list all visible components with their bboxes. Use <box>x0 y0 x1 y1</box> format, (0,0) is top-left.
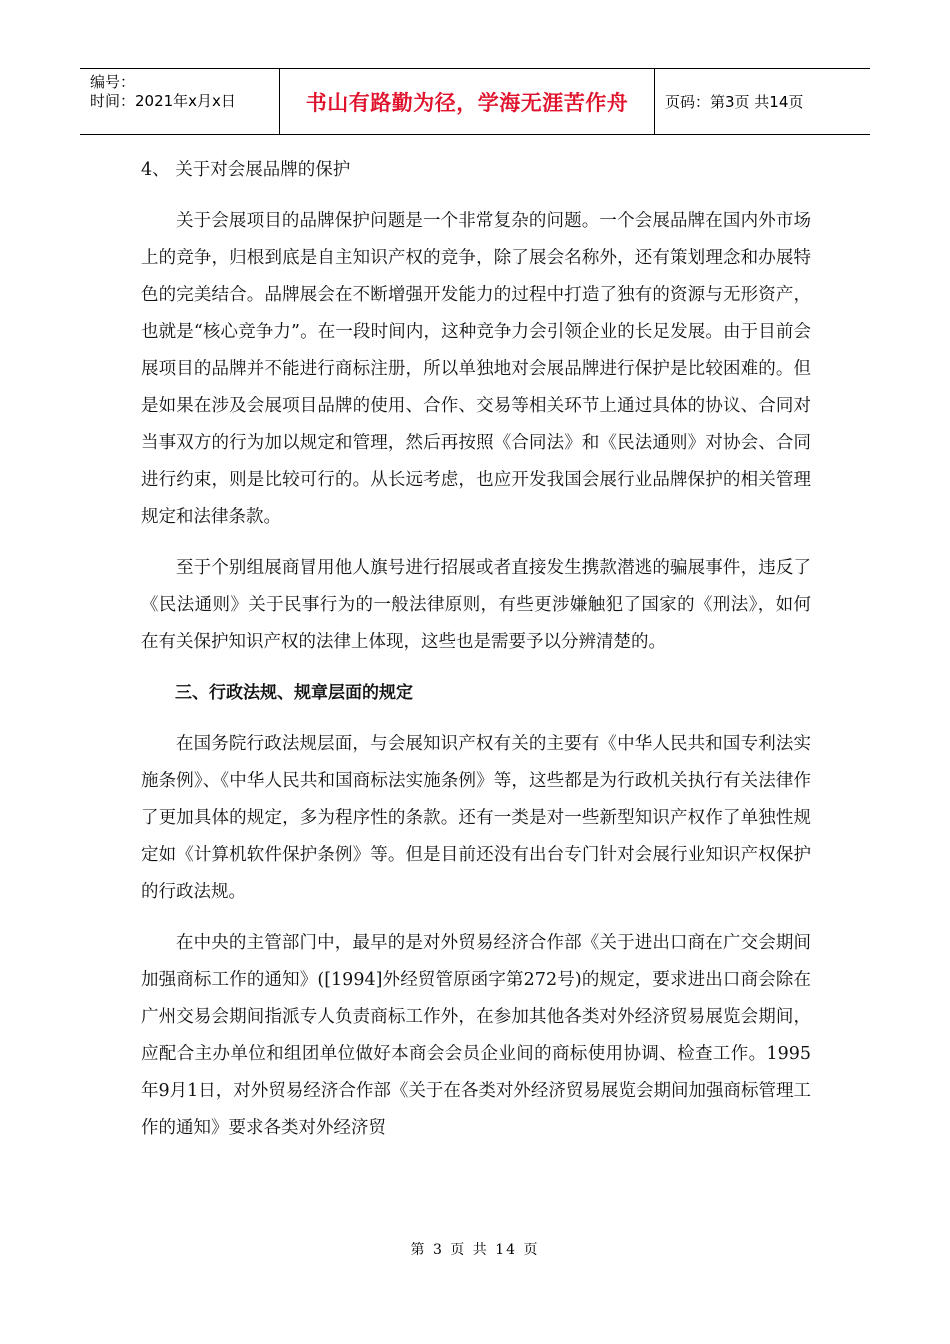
paragraph-administrative-regulations: 在国务院行政法规层面，与会展知识产权有关的主要有《中华人民共和国专利法实施条例》、《中华人民共和国商标法实施条例》等，这些都是为行政机关执行有关法律作了更加具体的规定，多为程序性的条款。还有一类是对一些新型知识产权作了单独性规定如《计算机软件保护条例》等。但是目前还没有出台专门针对会展行业知识产权保护的行政法规。 <box>141 734 811 902</box>
section-3-heading: 三、行政法规、规章层面的规定 <box>175 683 413 703</box>
document-time-label: 时间：2021年x月x日 <box>90 92 236 110</box>
header-meta <box>80 69 280 134</box>
page-footer: 第 3 页 共 14 页 <box>410 1242 540 1258</box>
page-header <box>80 68 870 135</box>
document-body <box>141 152 811 1147</box>
document-number-label: 编号： <box>90 73 136 91</box>
paragraph-brand-protection: 关于会展项目的品牌保护问题是一个非常复杂的问题。一个会展品牌在国内外市场上的竞争，归根到底是自主知识产权的竞争，除了展会名称外，还有策划理念和办展特色的完美结合。品牌展会在不断增强开发能力的过程中打造了独有的资源与无形资产，也就是“核心竞争力”。在一段时间内，这种竞争力会引领企业的长足发展。由于目前会展项目的品牌并不能进行商标注册，所以单独地对会展品牌进行保护是比较困难的。但是如果在涉及会展项目品牌的使用、合作、交易等相关环节上通过具体的协议、合同对当事双方的行为加以规定和管理，然后再按照《合同法》和《民法通则》对协会、合同进行约束，则是比较可行的。从长远考虑，也应开发我国会展行业品牌保护的相关管理规定和法律条款。 <box>141 211 811 527</box>
header-motto: 书山有路勤为径，学海无涯苦作舟 <box>280 69 655 134</box>
paragraph-fraud-events: 至于个别组展商冒用他人旗号进行招展或者直接发生携款潜逃的骗展事件，违反了《民法通则》关于民事行为的一般法律原则，有些更涉嫌触犯了国家的《刑法》，如何在有关保护知识产权的法律上体现，这些也是需要予以分辨清楚的。 <box>141 558 811 652</box>
header-page-info: 页码：第3页 共14页 <box>665 93 804 111</box>
paragraph-ministry-rules: 在中央的主管部门中，最早的是对外贸易经济合作部《关于进出口商在广交会期间加强商标工作的通知》([1994]外经贸管原函字第272号)的规定，要求进出口商会除在广州交易会期间指派专人负责商标工作外，在参加其他各类对外经济贸易展览会期间，应配合主办单位和组团单位做好本商会会员企业间的商标使用协调、检查工作。1995年9月1日，对外贸易经济合作部《关于在各类对外经济贸易展览会期间加强商标管理工作的通知》要求各类对外经济贸 <box>141 933 811 1138</box>
section-4-heading: 4、 关于对会展品牌的保护 <box>141 160 351 180</box>
